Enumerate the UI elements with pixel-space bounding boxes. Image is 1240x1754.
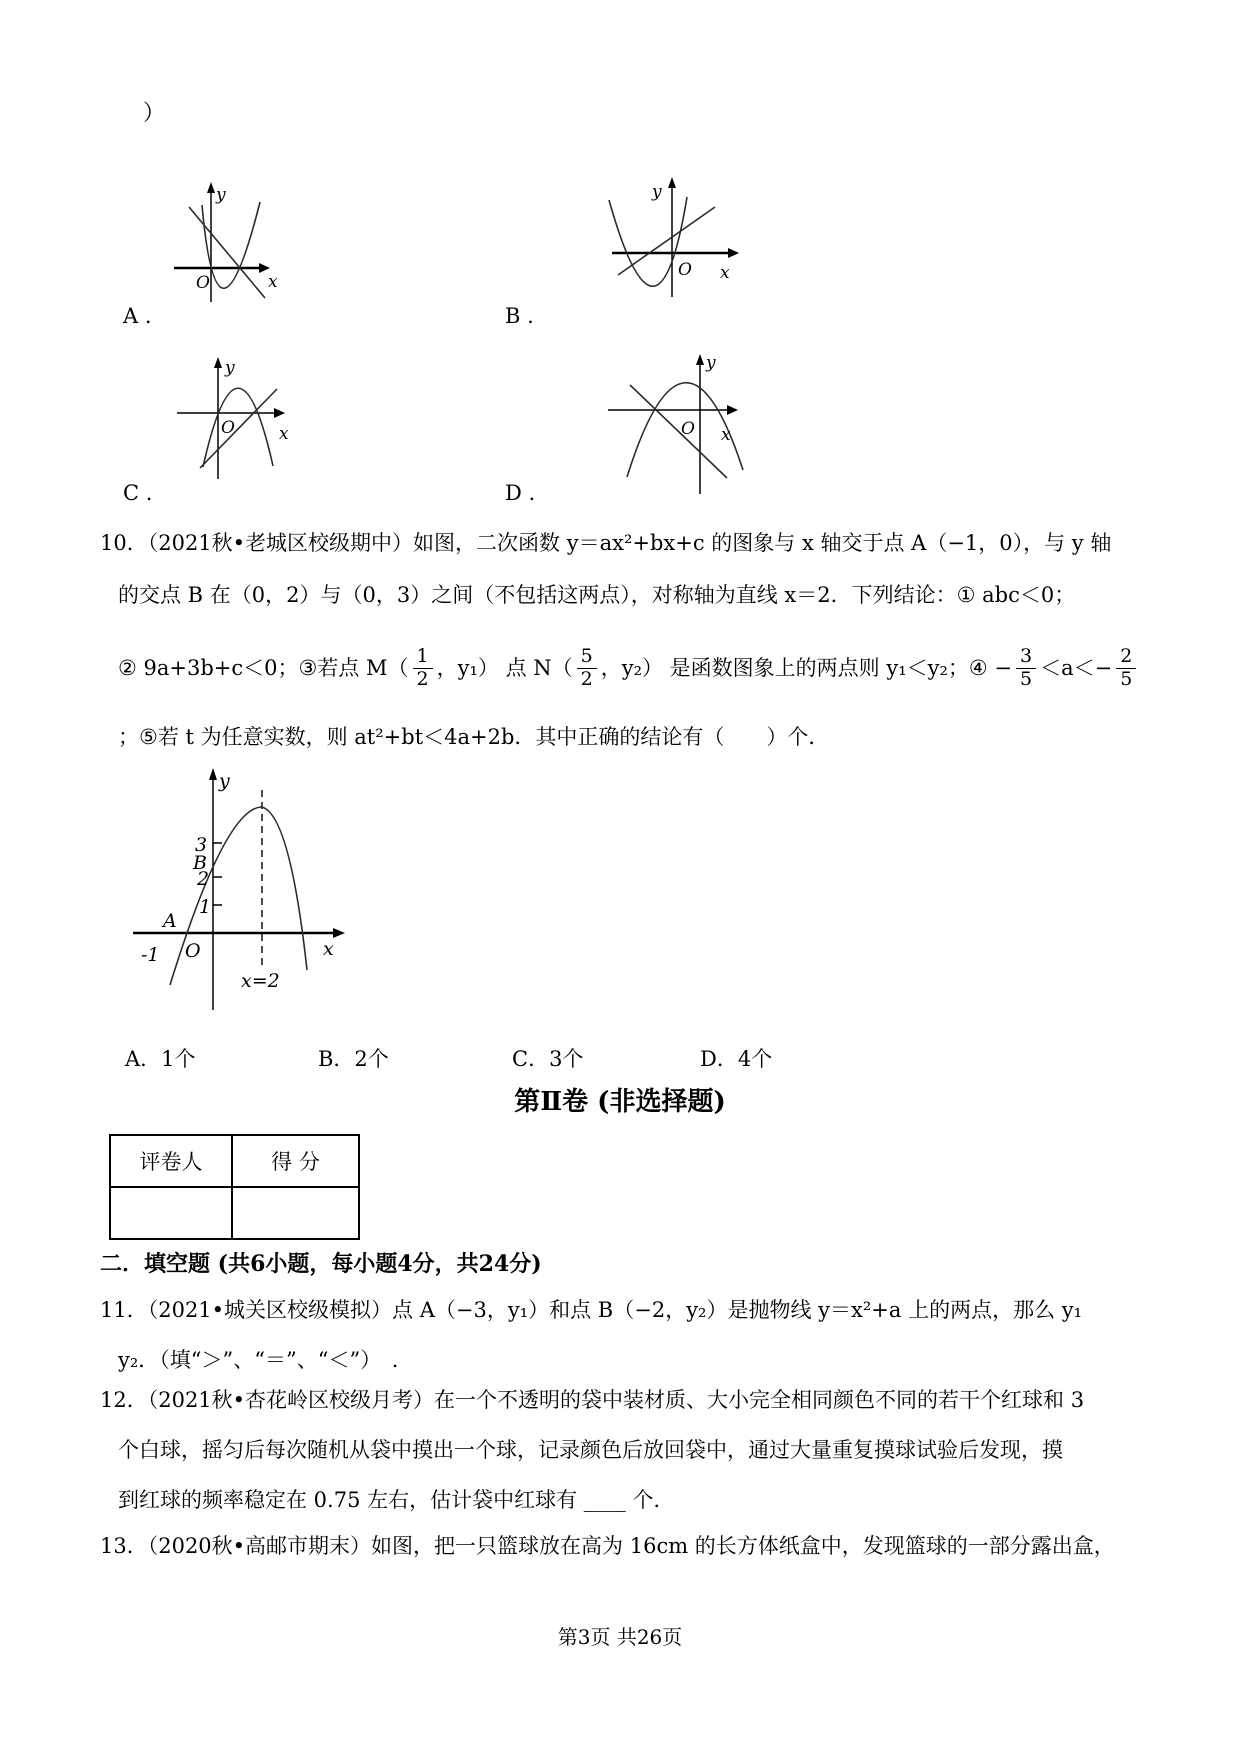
fill-in-section-title: 二．填空题 (共6小题，每小题4分，共24分) [100,1251,542,1277]
y-axis-label: y [706,353,716,373]
fraction-one-half [413,646,433,691]
origin-label: O [681,419,695,439]
q10-figure [125,765,355,1020]
x-axis-label: x [268,272,278,292]
q10-line4: ；⑤若 t 为任意实数，则 at²+bt＜4a+2b．其中正确的结论有（ ）个． [118,725,830,749]
q10-option-b: B．2个 [318,1047,389,1071]
point-b-label: B [193,852,207,874]
option-graph-a [170,180,285,312]
q10-line1: 10．（2021秋•老城区校级期中）如图，二次函数 y＝ax²+bx+c 的图象与 x 轴交于点 A（−1，0），与 y 轴 [100,531,1112,555]
origin-label: O [221,418,235,438]
option-label-c: C . [123,481,153,505]
tick-label-2: 2 [197,868,210,890]
y-axis-label: y [219,770,230,792]
q10-line3 [118,646,1140,691]
origin-label: O [196,273,210,293]
ascending-line [618,207,715,275]
option-label-d: D . [505,481,536,505]
fraction-denominator: 5 [1020,667,1033,690]
y-axis-label: y [225,358,235,378]
descending-line [630,385,727,478]
y-arrow-icon [668,177,676,188]
q10-line3-seg4: ＜a＜− [1040,655,1113,680]
x-axis-label: x [279,424,289,444]
y-arrow-icon [209,768,217,780]
page-footer: 第3页 共26页 [557,1625,683,1649]
tick-label-3: 3 [195,834,208,856]
fraction-denominator: 2 [580,667,593,690]
score-header-cell: 得 分 [233,1136,358,1188]
point-a-label: A [163,910,177,932]
q10-option-c: C．3个 [512,1047,584,1071]
part2-heading: 第Ⅱ卷 (非选择题) [514,1087,726,1117]
x-axis-label: x [323,938,334,960]
option-graph-d [605,352,750,502]
fraction-denominator: 5 [1120,667,1133,690]
fraction-numerator: 2 [1116,646,1136,669]
q10-line3-seg2: ，y₁） 点 N（ [436,655,573,680]
y-arrow-icon [207,182,215,193]
option-graph-b [600,175,750,302]
x-arrow-icon [727,405,738,415]
fraction-three-fifths [1016,646,1036,691]
option-label-a: A . [123,304,152,328]
ascending-line [200,389,277,468]
fraction-numerator: 1 [413,646,433,669]
q10-line3-seg1: ② 9a+3b+c＜0；③若点 M（ [118,655,409,680]
grader-empty-cell [111,1188,233,1238]
q10-option-a: A．1个 [125,1047,196,1071]
x-arrow-icon [333,928,345,938]
origin-label: O [678,260,692,280]
q12-line2: 个白球，摇匀后每次随机从袋中摸出一个球，记录颜色后放回袋中，通过大量重复摸球试验后发现，摸 [118,1438,1063,1462]
q13-line1: 13．（2020秋•高邮市期末）如图，把一只篮球放在高为 16cm 的长方体纸盒中，发现篮球的一部分露出盒， [100,1534,1115,1558]
y-axis-label: y [216,185,226,205]
question9-close-paren: ） [143,101,166,126]
fraction-numerator: 5 [577,646,597,669]
grader-header-cell: 评卷人 [111,1136,233,1188]
x-axis-label: x [720,263,730,283]
fraction-denominator: 2 [416,667,429,690]
q10-line3-seg3: ，y₂） 是函数图象上的两点则 y₁＜y₂；④ − [600,655,1013,680]
tick-label-1: 1 [199,896,212,918]
x-axis-label: x [721,425,731,445]
origin-label: O [185,940,201,962]
q11-line1: 11．（2021•城关区校级模拟）点 A（−3，y₁）和点 B（−2，y₂）是抛物线 y＝x²+a 上的两点，那么 y₁ [100,1298,1083,1322]
fraction-numerator: 3 [1016,646,1036,669]
q12-line3: 到红球的频率稳定在 0.75 左右，估计袋中红球有 ____ 个． [118,1488,675,1512]
y-arrow-icon [214,357,222,368]
fraction-two-fifths [1116,646,1136,691]
option-label-b: B . [505,304,534,328]
option-graph-c [175,355,295,485]
minus-one-label: -1 [141,944,160,966]
x-arrow-icon [274,408,285,418]
q12-line1: 12．（2021秋•杏花岭区校级月考）在一个不透明的袋中装材质、大小完全相同颜色不同的若干个红球和 3 [100,1388,1085,1412]
y-axis-label: y [652,182,662,202]
x-arrow-icon [728,248,739,258]
y-arrow-icon [696,354,704,365]
grader-score-table [109,1134,360,1240]
q10-option-d: D．4个 [700,1047,773,1071]
score-empty-cell [233,1188,358,1238]
q11-line2: y₂．（填“＞”、“＝”、“＜”） . [118,1348,399,1372]
symmetry-axis-label: x=2 [241,970,280,992]
q10-line2: 的交点 B 在（0，2）与（0，3）之间（不包括这两点），对称轴为直线 x＝2．下列结论：① abc＜0； [118,583,1076,607]
fraction-five-halves [577,646,597,691]
